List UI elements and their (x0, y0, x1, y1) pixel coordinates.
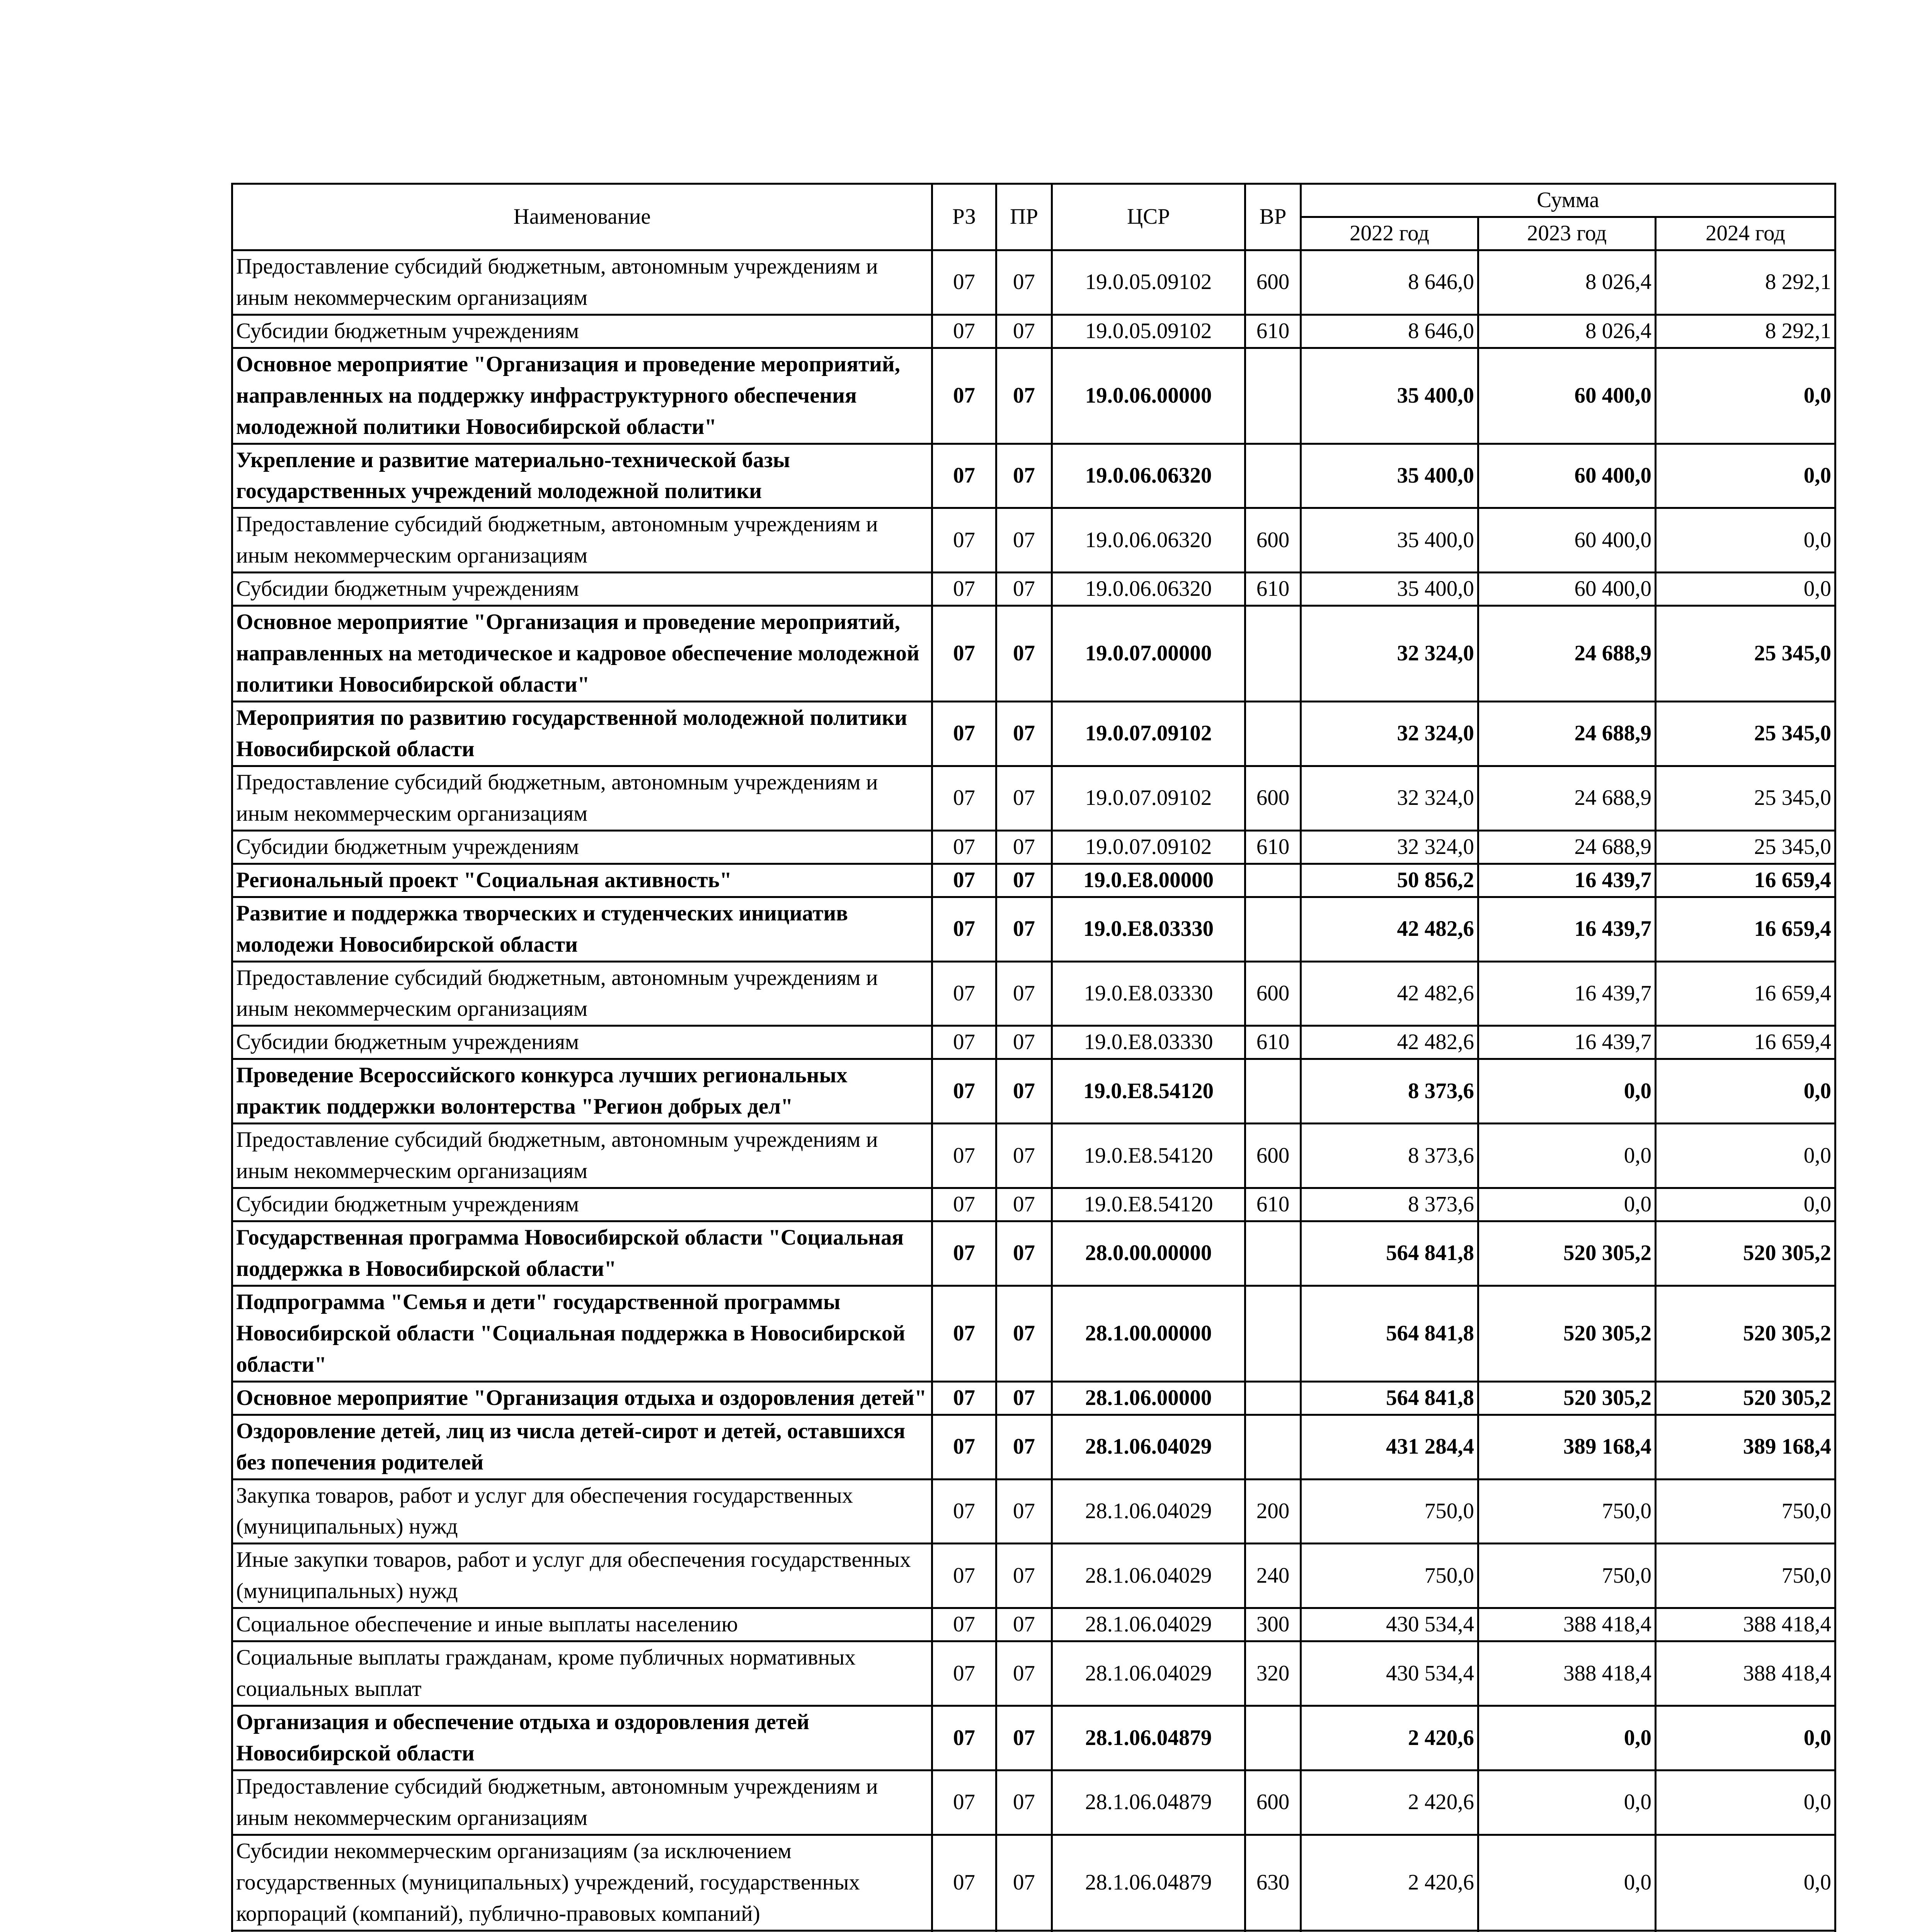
table-row (232, 1059, 1835, 1124)
cell-vr: 320 (1245, 1641, 1301, 1706)
cell-name: Укрепление и развитие материально-технической базы государственных учреждений молодежной политики (232, 444, 932, 508)
cell-rz: 07 (932, 444, 996, 508)
cell-pr: 07 (996, 1188, 1052, 1221)
cell-amount-2023: 24 688,9 (1478, 830, 1656, 864)
cell-csr: 19.0.06.06320 (1052, 444, 1245, 508)
cell-vr (1245, 348, 1301, 444)
table-row (232, 1608, 1835, 1641)
cell-vr (1245, 1930, 1301, 1932)
cell-vr: 600 (1245, 508, 1301, 573)
cell-amount-2023: 60 400,0 (1478, 444, 1656, 508)
table-row (232, 1930, 1835, 1932)
cell-amount-2023: 60 400,0 (1478, 573, 1656, 606)
cell-amount-2022: 32 324,0 (1301, 830, 1478, 864)
cell-name: Основное мероприятие "Организация и проведение мероприятий, направленных на поддержку инфраструктурного обеспечения молодежной политики Новосибирской области" (232, 348, 932, 444)
table-row (232, 702, 1835, 766)
cell-name: Субсидии бюджетным учреждениям (232, 315, 932, 348)
cell-name: Субсидии бюджетным учреждениям (232, 830, 932, 864)
cell-name: Предоставление субсидий бюджетным, автономным учреждениям и иным некоммерческим организациям (232, 1124, 932, 1188)
cell-rz: 07 (932, 1835, 996, 1930)
cell-vr (1245, 1286, 1301, 1381)
table-row (232, 1770, 1835, 1835)
cell-name: Предоставление субсидий бюджетным, автономным учреждениям и иным некоммерческим организациям (232, 961, 932, 1026)
cell-csr: 19.0.05.09102 (1052, 250, 1245, 315)
cell-rz: 07 (932, 1544, 996, 1608)
cell-rz: 07 (932, 830, 996, 864)
cell-name: Закупка товаров, работ и услуг для обеспечения государственных (муниципальных) нужд (232, 1479, 932, 1544)
cell-name: Предоставление субсидий бюджетным, автономным учреждениям и иным некоммерческим организациям (232, 508, 932, 573)
cell-vr (1245, 864, 1301, 897)
table-header (232, 184, 1835, 250)
table-row (232, 250, 1835, 315)
cell-amount-2024: 0,0 (1656, 1059, 1835, 1124)
cell-pr: 07 (996, 1770, 1052, 1835)
cell-amount-2023: 0,0 (1478, 1706, 1656, 1770)
cell-rz: 07 (932, 573, 996, 606)
cell-csr: 19.0.E8.03330 (1052, 1026, 1245, 1059)
cell-amount-2024: 0,0 (1656, 1124, 1835, 1188)
cell-amount-2022: 35 400,0 (1301, 348, 1478, 444)
cell-csr: 19.0.E8.03330 (1052, 897, 1245, 961)
cell-pr: 07 (996, 315, 1052, 348)
cell-rz: 07 (932, 606, 996, 702)
cell-vr (1245, 1059, 1301, 1124)
cell-csr: 19.0.E8.00000 (1052, 864, 1245, 897)
cell-name: Оздоровление детей, лиц из числа детей-сирот и детей, оставшихся без попечения родителей (232, 1415, 932, 1479)
cell-csr: 19.0.07.09102 (1052, 830, 1245, 864)
cell-csr: 19.0.E8.54120 (1052, 1059, 1245, 1124)
cell-pr: 07 (996, 1381, 1052, 1415)
cell-amount-2023: 0,0 (1478, 1059, 1656, 1124)
cell-amount-2022: 32 324,0 (1301, 606, 1478, 702)
cell-pr: 07 (996, 348, 1052, 444)
cell-pr: 07 (996, 864, 1052, 897)
cell-amount-2024: 8 292,1 (1656, 315, 1835, 348)
cell-amount-2022: 750,0 (1301, 1544, 1478, 1608)
cell-amount-2022: 564 841,8 (1301, 1221, 1478, 1286)
cell-amount-2024: 750,0 (1656, 1479, 1835, 1544)
cell-amount-2024 (1656, 1930, 1835, 1932)
cell-vr: 610 (1245, 1026, 1301, 1059)
header-name: Наименование (232, 184, 932, 250)
cell-csr: 28.1.06.00000 (1052, 1381, 1245, 1415)
budget-table (231, 183, 1836, 1932)
header-sum: Сумма (1301, 184, 1835, 217)
cell-csr: 19.0.06.06320 (1052, 573, 1245, 606)
table-row (232, 315, 1835, 348)
cell-pr: 07 (996, 573, 1052, 606)
cell-pr: 07 (996, 1415, 1052, 1479)
cell-csr (1052, 1930, 1245, 1932)
table-row (232, 1835, 1835, 1930)
cell-csr: 19.0.07.00000 (1052, 606, 1245, 702)
table-row (232, 1381, 1835, 1415)
cell-csr: 19.0.07.09102 (1052, 702, 1245, 766)
cell-amount-2022: 42 482,6 (1301, 1026, 1478, 1059)
cell-amount-2024: 16 659,4 (1656, 961, 1835, 1026)
cell-amount-2024: 750,0 (1656, 1544, 1835, 1608)
cell-name: Государственная программа Новосибирской области "Социальная поддержка в Новосибирской области" (232, 1221, 932, 1286)
cell-pr: 07 (996, 1124, 1052, 1188)
cell-pr: 07 (996, 444, 1052, 508)
cell-vr: 300 (1245, 1608, 1301, 1641)
cell-name: Социальное обеспечение и иные выплаты населению (232, 1608, 932, 1641)
cell-pr: 07 (996, 1479, 1052, 1544)
cell-vr (1245, 444, 1301, 508)
cell-amount-2023: 60 400,0 (1478, 508, 1656, 573)
cell-rz: 07 (932, 864, 996, 897)
cell-vr: 600 (1245, 1770, 1301, 1835)
cell-amount-2022: 2 420,6 (1301, 1706, 1478, 1770)
cell-amount-2024: 0,0 (1656, 1188, 1835, 1221)
table-row (232, 1706, 1835, 1770)
cell-vr (1245, 1415, 1301, 1479)
cell-amount-2022: 50 856,2 (1301, 864, 1478, 897)
cell-rz: 07 (932, 1641, 996, 1706)
cell-vr (1245, 1221, 1301, 1286)
cell-amount-2024: 388 418,4 (1656, 1608, 1835, 1641)
cell-amount-2024: 16 659,4 (1656, 1026, 1835, 1059)
header-year-2023: 2023 год (1478, 217, 1656, 250)
cell-name: Подпрограмма "Семья и дети" государственной программы Новосибирской области "Социальная поддержка в Новосибирской области" (232, 1286, 932, 1381)
table-row (232, 573, 1835, 606)
table-row (232, 444, 1835, 508)
cell-amount-2023: 16 439,7 (1478, 1026, 1656, 1059)
cell-name: Субсидии некоммерческим организациям (за исключением государственных (муниципальных) учреждений, государственных корпораций (компаний), публично-правовых компаний) (232, 1835, 932, 1930)
cell-rz: 07 (932, 1479, 996, 1544)
cell-amount-2023: 8 026,4 (1478, 315, 1656, 348)
cell-amount-2023: 0,0 (1478, 1835, 1656, 1930)
cell-vr: 600 (1245, 961, 1301, 1026)
cell-name: Основное мероприятие "Организация отдыха и оздоровления детей" (232, 1381, 932, 1415)
cell-amount-2023: 388 418,4 (1478, 1641, 1656, 1706)
cell-name (232, 1930, 932, 1932)
table-row (232, 1026, 1835, 1059)
cell-csr: 28.1.06.04029 (1052, 1608, 1245, 1641)
cell-csr: 28.1.00.00000 (1052, 1286, 1245, 1381)
cell-amount-2022: 430 534,4 (1301, 1608, 1478, 1641)
cell-amount-2022: 8 373,6 (1301, 1188, 1478, 1221)
cell-rz: 07 (932, 1026, 996, 1059)
cell-amount-2022: 32 324,0 (1301, 702, 1478, 766)
cell-amount-2024: 25 345,0 (1656, 702, 1835, 766)
cell-rz: 07 (932, 1124, 996, 1188)
cell-vr (1245, 897, 1301, 961)
table-row (232, 830, 1835, 864)
cell-amount-2024: 25 345,0 (1656, 830, 1835, 864)
cell-amount-2022: 35 400,0 (1301, 508, 1478, 573)
cell-name: Мероприятия по развитию государственной молодежной политики Новосибирской области (232, 702, 932, 766)
cell-amount-2023: 0,0 (1478, 1770, 1656, 1835)
cell-pr: 07 (996, 1286, 1052, 1381)
cell-csr: 28.1.06.04029 (1052, 1415, 1245, 1479)
cell-pr: 07 (996, 1608, 1052, 1641)
cell-rz: 07 (932, 1415, 996, 1479)
header-pr: ПР (996, 184, 1052, 250)
cell-csr: 19.0.05.09102 (1052, 315, 1245, 348)
cell-amount-2023: 0,0 (1478, 1188, 1656, 1221)
cell-name: Субсидии бюджетным учреждениям (232, 1026, 932, 1059)
cell-amount-2022: 8 646,0 (1301, 315, 1478, 348)
cell-amount-2023: 60 400,0 (1478, 348, 1656, 444)
cell-amount-2023: 388 418,4 (1478, 1608, 1656, 1641)
cell-amount-2022 (1301, 1930, 1478, 1932)
cell-rz: 07 (932, 897, 996, 961)
cell-amount-2024: 0,0 (1656, 1706, 1835, 1770)
cell-amount-2024: 0,0 (1656, 508, 1835, 573)
cell-amount-2023: 16 439,7 (1478, 897, 1656, 961)
cell-amount-2023: 520 305,2 (1478, 1286, 1656, 1381)
cell-amount-2023: 520 305,2 (1478, 1221, 1656, 1286)
cell-amount-2023: 520 305,2 (1478, 1381, 1656, 1415)
table-row (232, 1188, 1835, 1221)
table-row (232, 348, 1835, 444)
cell-vr: 240 (1245, 1544, 1301, 1608)
cell-rz: 07 (932, 1381, 996, 1415)
cell-amount-2024: 16 659,4 (1656, 864, 1835, 897)
cell-amount-2022: 35 400,0 (1301, 573, 1478, 606)
cell-rz: 07 (932, 702, 996, 766)
cell-amount-2022: 8 373,6 (1301, 1124, 1478, 1188)
table-row (232, 1415, 1835, 1479)
cell-pr: 07 (996, 1059, 1052, 1124)
cell-vr (1245, 1706, 1301, 1770)
cell-amount-2022: 750,0 (1301, 1479, 1478, 1544)
table-row (232, 1479, 1835, 1544)
cell-amount-2022: 2 420,6 (1301, 1770, 1478, 1835)
cell-vr: 600 (1245, 250, 1301, 315)
cell-amount-2022: 42 482,6 (1301, 961, 1478, 1026)
cell-vr: 600 (1245, 1124, 1301, 1188)
cell-vr: 630 (1245, 1835, 1301, 1930)
cell-rz: 07 (932, 961, 996, 1026)
header-rz: РЗ (932, 184, 996, 250)
cell-amount-2024: 0,0 (1656, 348, 1835, 444)
cell-amount-2023: 0,0 (1478, 1124, 1656, 1188)
cell-name: Субсидии бюджетным учреждениям (232, 573, 932, 606)
cell-csr: 19.0.07.09102 (1052, 766, 1245, 830)
cell-csr: 19.0.06.06320 (1052, 508, 1245, 573)
table-row (232, 1544, 1835, 1608)
header-vr: ВР (1245, 184, 1301, 250)
table-row (232, 1641, 1835, 1706)
cell-amount-2022: 8 373,6 (1301, 1059, 1478, 1124)
cell-amount-2024: 0,0 (1656, 1770, 1835, 1835)
cell-amount-2024: 520 305,2 (1656, 1221, 1835, 1286)
cell-name: Предоставление субсидий бюджетным, автономным учреждениям и иным некоммерческим организациям (232, 250, 932, 315)
cell-pr: 07 (996, 1641, 1052, 1706)
cell-vr: 200 (1245, 1479, 1301, 1544)
cell-amount-2023: 389 168,4 (1478, 1415, 1656, 1479)
table-row (232, 508, 1835, 573)
cell-name: Проведение Всероссийского конкурса лучших региональных практик поддержки волонтерства "Регион добрых дел" (232, 1059, 932, 1124)
cell-amount-2024: 0,0 (1656, 573, 1835, 606)
cell-amount-2022: 8 646,0 (1301, 250, 1478, 315)
header-year-2022: 2022 год (1301, 217, 1478, 250)
cell-amount-2022: 564 841,8 (1301, 1286, 1478, 1381)
cell-name: Субсидии бюджетным учреждениям (232, 1188, 932, 1221)
cell-name: Основное мероприятие "Организация и проведение мероприятий, направленных на методическое и кадровое обеспечение молодежной политики Новосибирской области" (232, 606, 932, 702)
cell-vr: 610 (1245, 1188, 1301, 1221)
cell-vr: 610 (1245, 315, 1301, 348)
cell-name: Региональный проект "Социальная активность" (232, 864, 932, 897)
cell-csr: 28.1.06.04879 (1052, 1706, 1245, 1770)
cell-pr: 07 (996, 250, 1052, 315)
cell-csr: 28.1.06.04029 (1052, 1544, 1245, 1608)
cell-name: Развитие и поддержка творческих и студенческих инициатив молодежи Новосибирской области (232, 897, 932, 961)
cell-pr: 07 (996, 508, 1052, 573)
table-row (232, 606, 1835, 702)
cell-rz: 07 (932, 1286, 996, 1381)
cell-pr: 07 (996, 1706, 1052, 1770)
cell-amount-2023 (1478, 1930, 1656, 1932)
cell-pr: 07 (996, 766, 1052, 830)
cell-amount-2023: 24 688,9 (1478, 702, 1656, 766)
cell-csr: 19.0.E8.03330 (1052, 961, 1245, 1026)
cell-amount-2022: 42 482,6 (1301, 897, 1478, 961)
cell-name: Предоставление субсидий бюджетным, автономным учреждениям и иным некоммерческим организациям (232, 766, 932, 830)
cell-amount-2023: 750,0 (1478, 1544, 1656, 1608)
header-csr: ЦСР (1052, 184, 1245, 250)
cell-rz: 07 (932, 1608, 996, 1641)
cell-amount-2023: 750,0 (1478, 1479, 1656, 1544)
cell-csr: 19.0.E8.54120 (1052, 1188, 1245, 1221)
cell-amount-2022: 35 400,0 (1301, 444, 1478, 508)
cell-csr: 28.1.06.04879 (1052, 1835, 1245, 1930)
cell-pr: 07 (996, 606, 1052, 702)
cell-amount-2024: 389 168,4 (1656, 1415, 1835, 1479)
cell-name: Иные закупки товаров, работ и услуг для обеспечения государственных (муниципальных) нужд (232, 1544, 932, 1608)
cell-pr: 07 (996, 830, 1052, 864)
cell-amount-2024: 25 345,0 (1656, 766, 1835, 830)
cell-amount-2024: 16 659,4 (1656, 897, 1835, 961)
table-body (232, 250, 1835, 1932)
cell-csr: 28.1.06.04879 (1052, 1770, 1245, 1835)
cell-amount-2022: 431 284,4 (1301, 1415, 1478, 1479)
cell-vr (1245, 1381, 1301, 1415)
cell-amount-2024: 0,0 (1656, 1835, 1835, 1930)
cell-pr: 07 (996, 1835, 1052, 1930)
cell-pr: 07 (996, 961, 1052, 1026)
cell-csr: 28.1.06.04029 (1052, 1641, 1245, 1706)
cell-csr: 28.0.00.00000 (1052, 1221, 1245, 1286)
cell-amount-2023: 8 026,4 (1478, 250, 1656, 315)
table-row (232, 961, 1835, 1026)
cell-rz: 07 (932, 1188, 996, 1221)
cell-amount-2023: 16 439,7 (1478, 864, 1656, 897)
cell-pr: 07 (996, 1544, 1052, 1608)
cell-amount-2023: 24 688,9 (1478, 606, 1656, 702)
cell-vr (1245, 702, 1301, 766)
cell-vr: 610 (1245, 830, 1301, 864)
cell-rz: 07 (932, 508, 996, 573)
table-row (232, 766, 1835, 830)
cell-amount-2023: 24 688,9 (1478, 766, 1656, 830)
cell-csr: 19.0.E8.54120 (1052, 1124, 1245, 1188)
cell-pr: 07 (996, 1026, 1052, 1059)
cell-amount-2024: 520 305,2 (1656, 1381, 1835, 1415)
cell-pr: 07 (996, 897, 1052, 961)
table-row (232, 1221, 1835, 1286)
cell-amount-2022: 32 324,0 (1301, 766, 1478, 830)
cell-rz: 07 (932, 1706, 996, 1770)
cell-rz: 07 (932, 1221, 996, 1286)
cell-rz (932, 1930, 996, 1932)
cell-amount-2024: 25 345,0 (1656, 606, 1835, 702)
cell-rz: 07 (932, 766, 996, 830)
table-row (232, 1124, 1835, 1188)
cell-amount-2022: 430 534,4 (1301, 1641, 1478, 1706)
cell-name: Социальные выплаты гражданам, кроме публичных нормативных социальных выплат (232, 1641, 932, 1706)
header-year-2024: 2024 год (1656, 217, 1835, 250)
cell-amount-2024: 388 418,4 (1656, 1641, 1835, 1706)
cell-name: Предоставление субсидий бюджетным, автономным учреждениям и иным некоммерческим организациям (232, 1770, 932, 1835)
cell-amount-2022: 564 841,8 (1301, 1381, 1478, 1415)
cell-rz: 07 (932, 1770, 996, 1835)
cell-rz: 07 (932, 250, 996, 315)
cell-csr: 19.0.06.00000 (1052, 348, 1245, 444)
cell-name: Организация и обеспечение отдыха и оздоровления детей Новосибирской области (232, 1706, 932, 1770)
table-row (232, 1286, 1835, 1381)
cell-pr: 07 (996, 702, 1052, 766)
cell-amount-2024: 8 292,1 (1656, 250, 1835, 315)
cell-rz: 07 (932, 315, 996, 348)
cell-amount-2023: 16 439,7 (1478, 961, 1656, 1026)
table-row (232, 864, 1835, 897)
cell-pr (996, 1930, 1052, 1932)
cell-rz: 07 (932, 1059, 996, 1124)
cell-csr: 28.1.06.04029 (1052, 1479, 1245, 1544)
cell-rz: 07 (932, 348, 996, 444)
cell-vr: 610 (1245, 573, 1301, 606)
cell-amount-2024: 0,0 (1656, 444, 1835, 508)
cell-pr: 07 (996, 1221, 1052, 1286)
cell-vr: 600 (1245, 766, 1301, 830)
cell-amount-2022: 2 420,6 (1301, 1835, 1478, 1930)
cell-vr (1245, 606, 1301, 702)
table-row (232, 897, 1835, 961)
cell-amount-2024: 520 305,2 (1656, 1286, 1835, 1381)
